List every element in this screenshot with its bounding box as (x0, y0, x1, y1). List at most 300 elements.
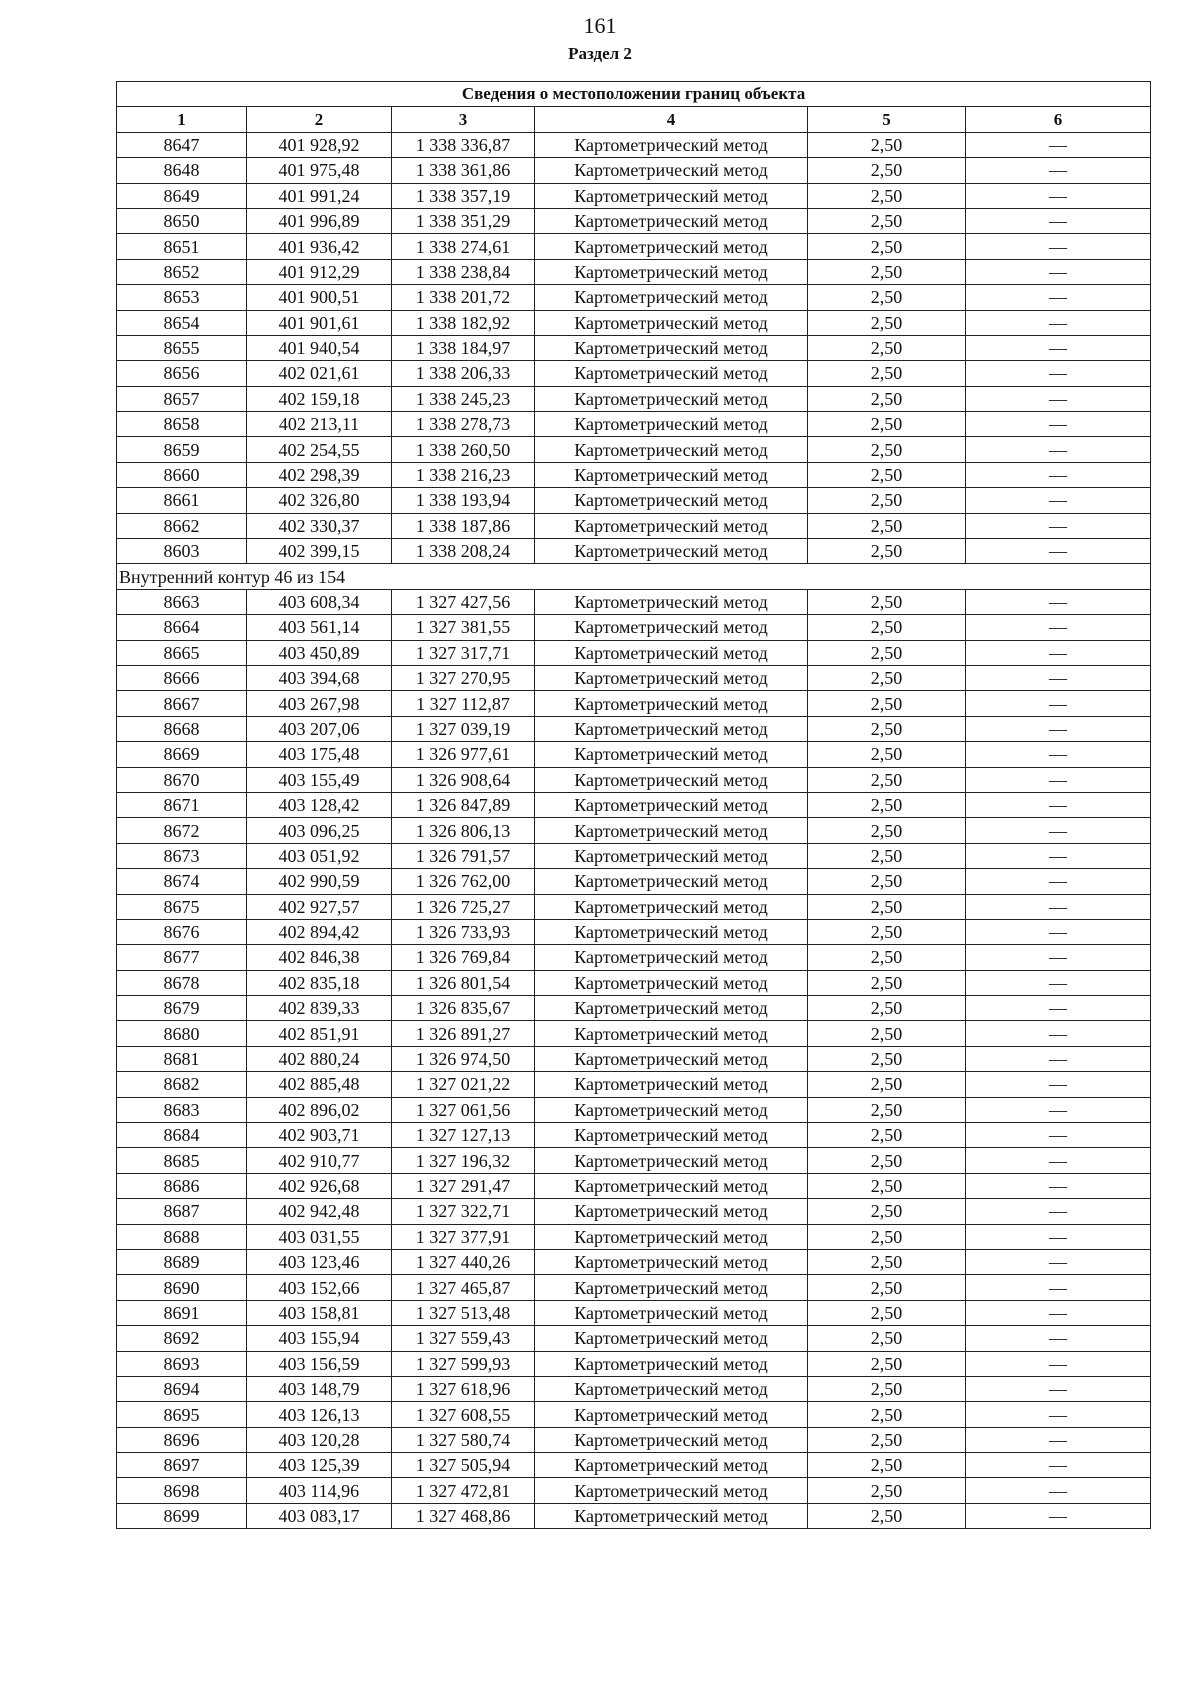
method-cell: Картометрический метод (535, 1199, 808, 1224)
table-row (117, 1300, 1151, 1325)
y-coordinate-cell: 1 338 187,86 (392, 513, 535, 538)
point-number-cell: 8695 (117, 1402, 247, 1427)
description-cell: — (966, 615, 1151, 640)
description-cell: — (966, 1402, 1151, 1427)
method-cell: Картометрический метод (535, 589, 808, 614)
point-number-cell: 8658 (117, 412, 247, 437)
method-cell: Картометрический метод (535, 615, 808, 640)
point-number-cell: 8677 (117, 945, 247, 970)
accuracy-cell: 2,50 (808, 183, 966, 208)
description-cell: — (966, 996, 1151, 1021)
description-cell: — (966, 1427, 1151, 1452)
y-coordinate-cell: 1 338 245,23 (392, 386, 535, 411)
method-cell: Картометрический метод (535, 716, 808, 741)
column-number: 4 (535, 107, 808, 132)
y-coordinate-cell: 1 327 270,95 (392, 665, 535, 690)
table-row (117, 589, 1151, 614)
x-coordinate-cell: 402 835,18 (247, 970, 392, 995)
table-row (117, 1249, 1151, 1274)
method-cell: Картометрический метод (535, 1478, 808, 1503)
x-coordinate-cell: 403 114,96 (247, 1478, 392, 1503)
y-coordinate-cell: 1 326 806,13 (392, 818, 535, 843)
point-number-cell: 8656 (117, 361, 247, 386)
accuracy-cell: 2,50 (808, 1123, 966, 1148)
y-coordinate-cell: 1 326 835,67 (392, 996, 535, 1021)
description-cell: — (966, 919, 1151, 944)
y-coordinate-cell: 1 327 427,56 (392, 589, 535, 614)
x-coordinate-cell: 402 330,37 (247, 513, 392, 538)
accuracy-cell: 2,50 (808, 462, 966, 487)
x-coordinate-cell: 403 267,98 (247, 691, 392, 716)
y-coordinate-cell: 1 338 216,23 (392, 462, 535, 487)
point-number-cell: 8694 (117, 1376, 247, 1401)
y-coordinate-cell: 1 327 291,47 (392, 1173, 535, 1198)
table-row (117, 665, 1151, 690)
x-coordinate-cell: 402 926,68 (247, 1173, 392, 1198)
method-cell: Картометрический метод (535, 665, 808, 690)
x-coordinate-cell: 402 021,61 (247, 361, 392, 386)
accuracy-cell: 2,50 (808, 767, 966, 792)
method-cell: Картометрический метод (535, 919, 808, 944)
point-number-cell: 8682 (117, 1072, 247, 1097)
method-cell: Картометрический метод (535, 513, 808, 538)
y-coordinate-cell: 1 327 061,56 (392, 1097, 535, 1122)
point-number-cell: 8661 (117, 488, 247, 513)
method-cell: Картометрический метод (535, 1046, 808, 1071)
y-coordinate-cell: 1 327 505,94 (392, 1453, 535, 1478)
y-coordinate-cell: 1 338 278,73 (392, 412, 535, 437)
contour-header-row (117, 564, 1151, 589)
method-cell: Картометрический метод (535, 1351, 808, 1376)
method-cell: Картометрический метод (535, 792, 808, 817)
x-coordinate-cell: 401 928,92 (247, 132, 392, 157)
y-coordinate-cell: 1 327 112,87 (392, 691, 535, 716)
point-number-cell: 8659 (117, 437, 247, 462)
table-row (117, 310, 1151, 335)
accuracy-cell: 2,50 (808, 1046, 966, 1071)
y-coordinate-cell: 1 338 351,29 (392, 208, 535, 233)
y-coordinate-cell: 1 327 377,91 (392, 1224, 535, 1249)
point-number-cell: 8698 (117, 1478, 247, 1503)
table-row (117, 208, 1151, 233)
accuracy-cell: 2,50 (808, 1453, 966, 1478)
x-coordinate-cell: 402 942,48 (247, 1199, 392, 1224)
description-cell: — (966, 640, 1151, 665)
point-number-cell: 8654 (117, 310, 247, 335)
y-coordinate-cell: 1 327 599,93 (392, 1351, 535, 1376)
accuracy-cell: 2,50 (808, 1427, 966, 1452)
description-cell: — (966, 1275, 1151, 1300)
accuracy-cell: 2,50 (808, 665, 966, 690)
point-number-cell: 8666 (117, 665, 247, 690)
point-number-cell: 8655 (117, 335, 247, 360)
table-row (117, 1173, 1151, 1198)
x-coordinate-cell: 401 901,61 (247, 310, 392, 335)
contour-label: Внутренний контур 46 из 154 (117, 564, 1151, 589)
method-cell: Картометрический метод (535, 1097, 808, 1122)
column-number: 5 (808, 107, 966, 132)
x-coordinate-cell: 403 051,92 (247, 843, 392, 868)
description-cell: — (966, 285, 1151, 310)
y-coordinate-cell: 1 338 336,87 (392, 132, 535, 157)
method-cell: Картометрический метод (535, 1123, 808, 1148)
method-cell: Картометрический метод (535, 361, 808, 386)
accuracy-cell: 2,50 (808, 843, 966, 868)
method-cell: Картометрический метод (535, 1021, 808, 1046)
x-coordinate-cell: 402 885,48 (247, 1072, 392, 1097)
method-cell: Картометрический метод (535, 234, 808, 259)
x-coordinate-cell: 403 083,17 (247, 1503, 392, 1528)
description-cell: — (966, 1021, 1151, 1046)
point-number-cell: 8674 (117, 869, 247, 894)
accuracy-cell: 2,50 (808, 335, 966, 360)
accuracy-cell: 2,50 (808, 488, 966, 513)
point-number-cell: 8651 (117, 234, 247, 259)
point-number-cell: 8683 (117, 1097, 247, 1122)
description-cell: — (966, 970, 1151, 995)
accuracy-cell: 2,50 (808, 1148, 966, 1173)
y-coordinate-cell: 1 327 608,55 (392, 1402, 535, 1427)
y-coordinate-cell: 1 338 208,24 (392, 539, 535, 564)
y-coordinate-cell: 1 338 193,94 (392, 488, 535, 513)
description-cell: — (966, 1249, 1151, 1274)
table-row (117, 996, 1151, 1021)
method-cell: Картометрический метод (535, 1300, 808, 1325)
description-cell: — (966, 1351, 1151, 1376)
table-row (117, 869, 1151, 894)
y-coordinate-cell: 1 327 039,19 (392, 716, 535, 741)
x-coordinate-cell: 403 123,46 (247, 1249, 392, 1274)
description-cell: — (966, 843, 1151, 868)
x-coordinate-cell: 402 990,59 (247, 869, 392, 894)
x-coordinate-cell: 402 298,39 (247, 462, 392, 487)
method-cell: Картометрический метод (535, 183, 808, 208)
point-number-cell: 8699 (117, 1503, 247, 1528)
y-coordinate-cell: 1 338 182,92 (392, 310, 535, 335)
y-coordinate-cell: 1 338 206,33 (392, 361, 535, 386)
x-coordinate-cell: 401 912,29 (247, 259, 392, 284)
x-coordinate-cell: 403 128,42 (247, 792, 392, 817)
x-coordinate-cell: 401 975,48 (247, 158, 392, 183)
point-number-cell: 8689 (117, 1249, 247, 1274)
x-coordinate-cell: 403 175,48 (247, 742, 392, 767)
column-number-row (117, 107, 1151, 132)
description-cell: — (966, 589, 1151, 614)
description-cell: — (966, 742, 1151, 767)
y-coordinate-cell: 1 327 381,55 (392, 615, 535, 640)
table-row (117, 183, 1151, 208)
x-coordinate-cell: 403 120,28 (247, 1427, 392, 1452)
point-number-cell: 8687 (117, 1199, 247, 1224)
point-number-cell: 8672 (117, 818, 247, 843)
column-number: 3 (392, 107, 535, 132)
accuracy-cell: 2,50 (808, 208, 966, 233)
accuracy-cell: 2,50 (808, 1402, 966, 1427)
table-row (117, 1478, 1151, 1503)
y-coordinate-cell: 1 326 891,27 (392, 1021, 535, 1046)
description-cell: — (966, 1072, 1151, 1097)
x-coordinate-cell: 403 207,06 (247, 716, 392, 741)
y-coordinate-cell: 1 327 580,74 (392, 1427, 535, 1452)
description-cell: — (966, 132, 1151, 157)
accuracy-cell: 2,50 (808, 792, 966, 817)
column-number: 2 (247, 107, 392, 132)
description-cell: — (966, 158, 1151, 183)
description-cell: — (966, 1199, 1151, 1224)
description-cell: — (966, 691, 1151, 716)
accuracy-cell: 2,50 (808, 132, 966, 157)
x-coordinate-cell: 403 031,55 (247, 1224, 392, 1249)
table-row (117, 1503, 1151, 1528)
point-number-cell: 8665 (117, 640, 247, 665)
y-coordinate-cell: 1 327 513,48 (392, 1300, 535, 1325)
point-number-cell: 8652 (117, 259, 247, 284)
y-coordinate-cell: 1 327 196,32 (392, 1148, 535, 1173)
table-row (117, 894, 1151, 919)
accuracy-cell: 2,50 (808, 310, 966, 335)
point-number-cell: 8664 (117, 615, 247, 640)
accuracy-cell: 2,50 (808, 386, 966, 411)
description-cell: — (966, 1123, 1151, 1148)
page-number: 161 (583, 13, 617, 38)
description-cell: — (966, 386, 1151, 411)
y-coordinate-cell: 1 338 184,97 (392, 335, 535, 360)
point-number-cell: 8688 (117, 1224, 247, 1249)
x-coordinate-cell: 403 561,14 (247, 615, 392, 640)
description-cell: — (966, 488, 1151, 513)
method-cell: Картометрический метод (535, 996, 808, 1021)
method-cell: Картометрический метод (535, 742, 808, 767)
method-cell: Картометрический метод (535, 437, 808, 462)
table-row (117, 1453, 1151, 1478)
table-row (117, 335, 1151, 360)
method-cell: Картометрический метод (535, 1249, 808, 1274)
table-row (117, 285, 1151, 310)
method-cell: Картометрический метод (535, 1376, 808, 1401)
accuracy-cell: 2,50 (808, 919, 966, 944)
point-number-cell: 8657 (117, 386, 247, 411)
x-coordinate-cell: 403 096,25 (247, 818, 392, 843)
x-coordinate-cell: 402 326,80 (247, 488, 392, 513)
table-row (117, 361, 1151, 386)
point-number-cell: 8684 (117, 1123, 247, 1148)
method-cell: Картометрический метод (535, 818, 808, 843)
method-cell: Картометрический метод (535, 843, 808, 868)
table-row (117, 1376, 1151, 1401)
x-coordinate-cell: 401 940,54 (247, 335, 392, 360)
y-coordinate-cell: 1 326 769,84 (392, 945, 535, 970)
method-cell: Картометрический метод (535, 132, 808, 157)
y-coordinate-cell: 1 327 468,86 (392, 1503, 535, 1528)
accuracy-cell: 2,50 (808, 1503, 966, 1528)
accuracy-cell: 2,50 (808, 1021, 966, 1046)
x-coordinate-cell: 402 851,91 (247, 1021, 392, 1046)
description-cell: — (966, 259, 1151, 284)
description-cell: — (966, 818, 1151, 843)
section-title: Раздел 2 (568, 44, 632, 63)
description-cell: — (966, 335, 1151, 360)
x-coordinate-cell: 403 126,13 (247, 1402, 392, 1427)
point-number-cell: 8668 (117, 716, 247, 741)
column-number: 6 (966, 107, 1151, 132)
table-row (117, 919, 1151, 944)
point-number-cell: 8653 (117, 285, 247, 310)
accuracy-cell: 2,50 (808, 539, 966, 564)
y-coordinate-cell: 1 338 201,72 (392, 285, 535, 310)
description-cell: — (966, 1224, 1151, 1249)
method-cell: Картометрический метод (535, 1453, 808, 1478)
y-coordinate-cell: 1 326 801,54 (392, 970, 535, 995)
description-cell: — (966, 869, 1151, 894)
table-row (117, 462, 1151, 487)
table-row (117, 1097, 1151, 1122)
x-coordinate-cell: 402 880,24 (247, 1046, 392, 1071)
accuracy-cell: 2,50 (808, 640, 966, 665)
description-cell: — (966, 1376, 1151, 1401)
y-coordinate-cell: 1 327 322,71 (392, 1199, 535, 1224)
description-cell: — (966, 1453, 1151, 1478)
accuracy-cell: 2,50 (808, 589, 966, 614)
accuracy-cell: 2,50 (808, 234, 966, 259)
table-row (117, 539, 1151, 564)
description-cell: — (966, 1046, 1151, 1071)
table-row (117, 412, 1151, 437)
description-cell: — (966, 208, 1151, 233)
accuracy-cell: 2,50 (808, 361, 966, 386)
method-cell: Картометрический метод (535, 970, 808, 995)
method-cell: Картометрический метод (535, 640, 808, 665)
table-caption: Сведения о местоположении границ объекта (117, 82, 1151, 107)
description-cell: — (966, 513, 1151, 538)
description-cell: — (966, 361, 1151, 386)
y-coordinate-cell: 1 338 260,50 (392, 437, 535, 462)
x-coordinate-cell: 403 155,49 (247, 767, 392, 792)
accuracy-cell: 2,50 (808, 158, 966, 183)
method-cell: Картометрический метод (535, 894, 808, 919)
method-cell: Картометрический метод (535, 158, 808, 183)
x-coordinate-cell: 401 991,24 (247, 183, 392, 208)
method-cell: Картометрический метод (535, 1224, 808, 1249)
y-coordinate-cell: 1 326 733,93 (392, 919, 535, 944)
y-coordinate-cell: 1 327 618,96 (392, 1376, 535, 1401)
description-cell: — (966, 792, 1151, 817)
table-row (117, 615, 1151, 640)
x-coordinate-cell: 402 254,55 (247, 437, 392, 462)
accuracy-cell: 2,50 (808, 1326, 966, 1351)
x-coordinate-cell: 403 450,89 (247, 640, 392, 665)
boundary-coordinates-table (116, 81, 1151, 1529)
method-cell: Картометрический метод (535, 488, 808, 513)
table-row (117, 1199, 1151, 1224)
description-cell: — (966, 665, 1151, 690)
description-cell: — (966, 716, 1151, 741)
point-number-cell: 8671 (117, 792, 247, 817)
table-row (117, 234, 1151, 259)
table-row (117, 259, 1151, 284)
x-coordinate-cell: 403 394,68 (247, 665, 392, 690)
point-number-cell: 8669 (117, 742, 247, 767)
point-number-cell: 8680 (117, 1021, 247, 1046)
description-cell: — (966, 1503, 1151, 1528)
accuracy-cell: 2,50 (808, 412, 966, 437)
description-cell: — (966, 767, 1151, 792)
table-row (117, 1148, 1151, 1173)
table-row (117, 970, 1151, 995)
point-number-cell: 8692 (117, 1326, 247, 1351)
y-coordinate-cell: 1 326 977,61 (392, 742, 535, 767)
description-cell: — (966, 894, 1151, 919)
description-cell: — (966, 234, 1151, 259)
table-row (117, 691, 1151, 716)
description-cell: — (966, 1478, 1151, 1503)
point-number-cell: 8660 (117, 462, 247, 487)
x-coordinate-cell: 403 608,34 (247, 589, 392, 614)
point-number-cell: 8690 (117, 1275, 247, 1300)
table-row (117, 792, 1151, 817)
table-row (117, 1351, 1151, 1376)
point-number-cell: 8681 (117, 1046, 247, 1071)
x-coordinate-cell: 403 155,94 (247, 1326, 392, 1351)
description-cell: — (966, 462, 1151, 487)
description-cell: — (966, 1326, 1151, 1351)
x-coordinate-cell: 403 152,66 (247, 1275, 392, 1300)
x-coordinate-cell: 403 125,39 (247, 1453, 392, 1478)
table-row (117, 716, 1151, 741)
y-coordinate-cell: 1 326 908,64 (392, 767, 535, 792)
accuracy-cell: 2,50 (808, 818, 966, 843)
point-number-cell: 8693 (117, 1351, 247, 1376)
accuracy-cell: 2,50 (808, 615, 966, 640)
table-row (117, 843, 1151, 868)
accuracy-cell: 2,50 (808, 1376, 966, 1401)
accuracy-cell: 2,50 (808, 996, 966, 1021)
accuracy-cell: 2,50 (808, 716, 966, 741)
table-row (117, 1326, 1151, 1351)
point-number-cell: 8662 (117, 513, 247, 538)
method-cell: Картометрический метод (535, 386, 808, 411)
method-cell: Картометрический метод (535, 335, 808, 360)
point-number-cell: 8673 (117, 843, 247, 868)
y-coordinate-cell: 1 326 974,50 (392, 1046, 535, 1071)
table-row (117, 437, 1151, 462)
table-row (117, 945, 1151, 970)
accuracy-cell: 2,50 (808, 1199, 966, 1224)
table-row (117, 640, 1151, 665)
table-row (117, 1072, 1151, 1097)
column-number: 1 (117, 107, 247, 132)
method-cell: Картометрический метод (535, 869, 808, 894)
method-cell: Картометрический метод (535, 1326, 808, 1351)
y-coordinate-cell: 1 338 361,86 (392, 158, 535, 183)
x-coordinate-cell: 402 399,15 (247, 539, 392, 564)
method-cell: Картометрический метод (535, 1148, 808, 1173)
table-row (117, 158, 1151, 183)
accuracy-cell: 2,50 (808, 1275, 966, 1300)
x-coordinate-cell: 402 903,71 (247, 1123, 392, 1148)
accuracy-cell: 2,50 (808, 970, 966, 995)
point-number-cell: 8679 (117, 996, 247, 1021)
accuracy-cell: 2,50 (808, 945, 966, 970)
table-row (117, 1021, 1151, 1046)
accuracy-cell: 2,50 (808, 1300, 966, 1325)
point-number-cell: 8675 (117, 894, 247, 919)
accuracy-cell: 2,50 (808, 1072, 966, 1097)
y-coordinate-cell: 1 327 465,87 (392, 1275, 535, 1300)
y-coordinate-cell: 1 327 559,43 (392, 1326, 535, 1351)
accuracy-cell: 2,50 (808, 1249, 966, 1274)
method-cell: Картометрический метод (535, 1402, 808, 1427)
table-row (117, 742, 1151, 767)
